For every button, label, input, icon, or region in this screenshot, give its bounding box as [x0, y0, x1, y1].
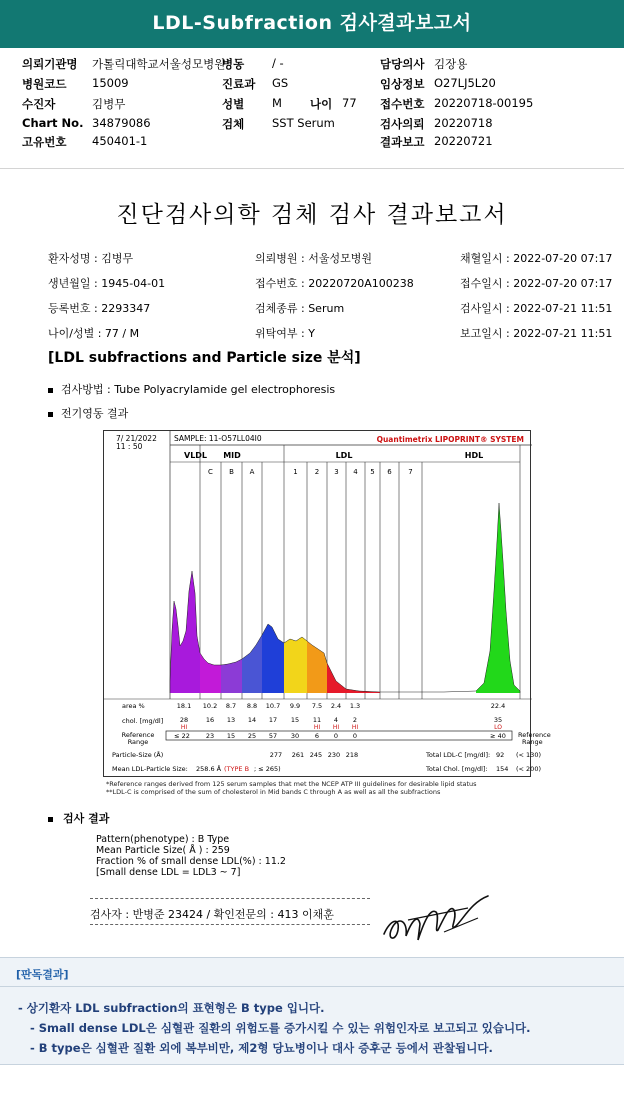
band-label: A: [249, 468, 255, 476]
total-chol-label: Total Chol. [mg/dl]:: [426, 765, 488, 773]
ref-value: 23: [205, 732, 215, 740]
hdl-flag: LO: [494, 724, 502, 731]
band-label: 6: [387, 468, 392, 476]
patient-label: 수진자: [22, 97, 56, 111]
method-item: [48, 381, 335, 397]
band-fill: [307, 641, 327, 693]
report-date-label: 결과보고: [380, 135, 425, 149]
requester-value: 가톨릭대학교서울성모병원: [92, 57, 226, 71]
ref-value: 57: [268, 732, 278, 740]
chol-value: 16: [205, 716, 215, 724]
age-label: 나이: [310, 97, 333, 111]
patient-dob: 생년월일 : 1945-04-01: [48, 277, 166, 290]
receipt-number: 접수번호 : 20220720A100238: [255, 277, 414, 290]
area-value: 10.7: [265, 702, 281, 710]
judgement-line-2: - Small dense LDL은 심혈관 질환의 위험도를 증가시킬 수 있는 위험인자로 보고되고 있습니다.: [30, 1021, 531, 1035]
band-label: 3: [334, 468, 339, 476]
report-date-value: 20220721: [434, 134, 493, 148]
request-hospital: 의뢰병원 : 서울성모병원: [255, 252, 372, 265]
divider: [90, 898, 370, 899]
ref-value: 25: [247, 732, 257, 740]
ward-label: 병동: [222, 57, 245, 71]
gel-sample: SAMPLE: 11-O57LL04I0: [174, 434, 262, 443]
request-value: 20220718: [434, 116, 493, 130]
request-label: 검사의뢰: [380, 117, 425, 131]
doctor-value: 김장용: [434, 57, 468, 71]
chol-value: 17: [268, 716, 278, 724]
mean-size-label: Mean LDL-Particle Size:: [112, 765, 188, 773]
ref-label-right: Reference Range: [518, 731, 551, 746]
band-fill: [242, 635, 262, 693]
patient-regno: 등록번호 : 2293347: [48, 302, 151, 315]
signature-image: [378, 890, 498, 950]
chol-flag: HI: [351, 724, 359, 731]
band-fill: [284, 637, 307, 693]
age-value: 77: [342, 96, 357, 110]
judgement-line-3: - B type은 심혈관 질환 외에 복부비만, 제2형 당뇨병이나 대사 증후군 등에서 관찰됩니다.: [30, 1041, 493, 1055]
psize-value: 218: [345, 751, 359, 759]
band-fill: [221, 659, 242, 693]
sex-label: 성별: [222, 97, 245, 111]
chart-value: 34879086: [92, 116, 151, 130]
chol-label: chol. [mg/dl]: [122, 717, 164, 725]
chol-value: 4: [333, 716, 339, 724]
hdl-label: HDL: [464, 451, 484, 460]
ref-value: 0: [333, 732, 339, 740]
sex-value: M: [272, 96, 282, 110]
psize-value: 261: [291, 751, 305, 759]
area-value: 8.8: [246, 702, 258, 710]
ward-value: / -: [272, 56, 284, 70]
dept-value: GS: [272, 76, 289, 90]
entrusted: 위탁여부 : Y: [255, 327, 315, 340]
total-chol-value: 154: [496, 765, 509, 773]
total-ldl-value: 92: [496, 751, 505, 759]
mean-size-type: (TYPE B: [224, 765, 250, 773]
doctor-label: 담당의사: [380, 57, 425, 71]
footnote-1: *Reference ranges derived from 125 serum samples that met the NCEP ATP III guidelines for desirable lipid status: [106, 780, 477, 788]
chol-value: 11: [312, 716, 322, 724]
chol-value: 14: [247, 716, 257, 724]
area-value: 9.9: [289, 702, 301, 710]
chol-flag: HI: [332, 724, 340, 731]
mean-size-value: 258.6 Å: [196, 765, 222, 773]
psize-value: 277: [269, 751, 283, 759]
document-title: 진단검사의학 검체 검사 결과보고서: [116, 202, 508, 228]
chol-flag: HI: [180, 724, 188, 731]
result-heading: [48, 810, 109, 826]
chol-value: 13: [226, 716, 236, 724]
band-fill: [170, 571, 200, 693]
hospcode-value: 15009: [92, 76, 129, 90]
patient-agesex: 나이/성별 : 77 / M: [48, 327, 140, 340]
judgement-title: [판독결과]: [16, 968, 69, 981]
area-value: 10.2: [202, 702, 218, 710]
chol-flag: HI: [313, 724, 321, 731]
ref-value: 6: [314, 732, 320, 740]
total-chol-ref: (< 200): [516, 765, 541, 773]
vldl-label: VLDL: [184, 451, 208, 460]
band-label: C: [208, 468, 213, 476]
gel-date: 7/ 21/2022: [116, 434, 157, 443]
id-value: 450401-1: [92, 134, 148, 148]
footnote-2: **LDL-C is comprised of the sum of cholesterol in Mid bands C through A as well as all the subfractions: [106, 788, 441, 796]
gel-brand: Quantimetrix LIPOPRINT® SYSTEM: [376, 435, 524, 444]
area-label: area %: [122, 702, 145, 710]
result-line: Pattern(phenotype) : B Type: [96, 834, 230, 845]
bullet-icon: [48, 817, 53, 822]
band-fill: [200, 653, 221, 693]
area-value: 1.3: [349, 702, 361, 710]
result-line: Mean Particle Size( Å ) : 259: [96, 845, 230, 856]
ref-value: 0: [352, 732, 358, 740]
divider: [90, 924, 370, 925]
chol-value: 28: [179, 716, 189, 724]
electro-item: [48, 405, 128, 421]
chol-value: 15: [290, 716, 300, 724]
band-label: 5: [370, 468, 375, 476]
ref-value: 15: [226, 732, 236, 740]
ref-value: 30: [290, 732, 300, 740]
hospcode-label: 병원코드: [22, 77, 67, 91]
specimen-type: 검체종류 : Serum: [255, 302, 345, 315]
band-label: B: [229, 468, 234, 476]
signer-line: 검사자 : 반병준 23424 / 확인전문의 : 413 이채훈: [90, 908, 334, 921]
method-text: 검사방법 : Tube Polyacrylamide gel electrophoresis: [61, 383, 336, 396]
reception-label: 접수번호: [380, 97, 425, 111]
psize-value: 230: [327, 751, 341, 759]
chol-value: 2: [352, 716, 358, 724]
electro-text: 전기영동 결과: [61, 407, 129, 420]
band-label: 4: [353, 468, 358, 476]
hdl-area-value: 22.4: [490, 702, 506, 710]
dept-label: 진료과: [222, 77, 256, 91]
report-header: [0, 48, 624, 160]
mean-size-ref: ; ≤ 265): [254, 765, 281, 773]
judgement-line-1: - 상기환자 LDL subfraction의 표현형은 B type 입니다.: [18, 1001, 325, 1015]
result-title: 검사 결과: [63, 812, 110, 825]
ref-box: [166, 731, 512, 740]
ref-value: ≤ 22: [174, 732, 190, 740]
clinical-value: O27LJ5L20: [434, 76, 496, 90]
test-time: 검사일시 : 2022-07-21 11:51: [460, 302, 613, 315]
patient-value: 김병무: [92, 97, 126, 111]
result-line: Fraction % of small dense LDL(%) : 11.2: [96, 856, 286, 867]
specimen-label: 검체: [222, 117, 245, 131]
bullet-icon: [48, 412, 53, 417]
area-value: 2.4: [330, 702, 342, 710]
hdl-ref-value: ≥ 40: [490, 732, 506, 740]
judgement-panel: [0, 957, 624, 1065]
total-ldl-label: Total LDL-C [mg/dl]:: [426, 751, 491, 759]
bullet-icon: [48, 388, 53, 393]
ldl-label: LDL: [335, 451, 353, 460]
reception-value: 20220718-00195: [434, 96, 534, 110]
band-fill: [476, 503, 520, 693]
judgement-divider: [0, 986, 624, 987]
density-curve: [170, 503, 520, 693]
hdl-chol-value: 35: [493, 716, 503, 724]
curve-fills: [170, 503, 520, 693]
gel-time: 11 : 50: [116, 442, 143, 451]
report-title: LDL-Subfraction 검사결과보고서: [0, 0, 624, 48]
psize-value: 245: [309, 751, 323, 759]
band-fill: [262, 624, 284, 693]
band-label: 2: [314, 468, 320, 476]
patient-name: 환자성명 : 김병무: [48, 252, 134, 265]
area-value: 18.1: [176, 702, 192, 710]
footnotes: [106, 780, 477, 796]
section-title: [LDL subfractions and Particle size 분석]: [48, 350, 361, 366]
band-label: 1: [293, 468, 298, 476]
requester-label: 의뢰기관명: [22, 57, 78, 71]
band-labels: [208, 468, 413, 476]
result-line: [Small dense LDL = LDL3 ~ 7]: [96, 867, 241, 878]
electrophoresis-panel: [103, 430, 551, 777]
total-ldl-ref: (< 130): [516, 751, 541, 759]
area-value: 7.5: [311, 702, 323, 710]
area-value: 8.7: [225, 702, 237, 710]
psize-label: Particle-Size (Å): [112, 751, 164, 759]
ref-label: Reference Range: [121, 731, 155, 746]
report-time: 보고일시 : 2022-07-21 11:51: [460, 327, 613, 340]
chart-label: Chart No.: [22, 116, 84, 130]
receive-time: 접수일시 : 2022-07-20 07:17: [460, 277, 613, 290]
electrophoresis-graph: [104, 431, 551, 778]
result-lines: [96, 834, 286, 878]
mid-label: MID: [223, 451, 241, 460]
specimen-value: SST Serum: [272, 116, 335, 130]
collect-time: 채혈일시 : 2022-07-20 07:17: [460, 252, 613, 265]
band-label: 7: [408, 468, 413, 476]
clinical-label: 임상정보: [380, 77, 425, 91]
id-label: 고유번호: [22, 135, 67, 149]
band-fill: [327, 663, 346, 693]
